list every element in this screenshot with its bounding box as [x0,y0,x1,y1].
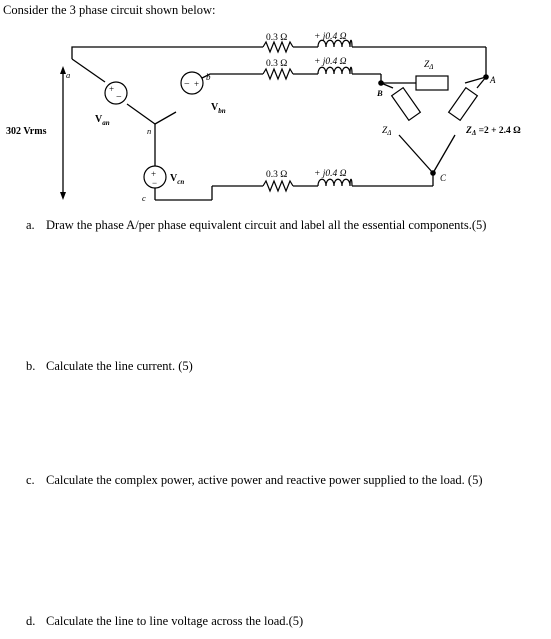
vbn-main: V [211,102,219,113]
question-b-label: b. [26,359,36,373]
vcn-main: V [170,173,178,184]
vcn-sub: cn [177,178,185,186]
svg-text:ZΔ [424,60,433,71]
question-c [26,473,483,488]
svg-text:Van [95,114,110,127]
impedance-box-top [416,76,448,90]
node-a-dot [483,74,489,80]
svg-text:Vcn [170,173,184,186]
node-a-label: a [66,70,71,80]
svg-text:ZΔ =2 + 2.4 Ω [465,126,521,137]
van-main: V [95,114,103,125]
bottom-inductor-label: + j0.4 Ω [314,169,347,179]
question-d [26,614,303,629]
svg-text:−: − [116,92,122,103]
z-top-sub: Δ [429,63,434,71]
question-d-text: Calculate the line to line voltage across the load.(5) [46,614,304,628]
van-sub: an [102,119,110,127]
impedance-box-right [449,88,478,121]
node-A-label: A [490,75,496,85]
resistor-bottom [263,181,293,191]
impedance-box-left [392,88,421,121]
voltage-arrow-head-down [60,192,66,200]
resistor-mid [263,69,293,79]
question-c-text: Calculate the complex power, active power and reactive power supplied to the load. (5) [46,473,483,487]
top-inductor-label: + j0.4 Ω [314,32,347,42]
question-b [26,359,193,374]
top-resistor-label: 0.3 Ω [266,33,288,43]
node-C-label: C [440,173,447,183]
intro-text: Consider the 3 phase circuit shown below: [3,3,216,17]
mid-inductor-label: + j0.4 Ω [314,57,347,67]
z-right-sub: Δ [471,129,477,137]
svg-text:+: + [109,84,115,94]
node-b-dot [378,80,384,86]
question-b-text: Calculate the line current. (5) [46,359,193,373]
svg-text:−: − [152,178,158,188]
svg-text:+: + [151,169,157,179]
question-d-label: d. [26,614,36,628]
question-c-label: c. [26,473,35,487]
bottom-resistor-label: 0.3 Ω [266,170,288,180]
resistor-top [263,42,293,52]
three-phase-circuit-diagram [0,16,551,206]
vbn-sub: bn [218,107,226,115]
svg-text:ZΔ [382,126,391,137]
question-a-text: Draw the phase A/per phase equivalent circuit and label all the essential components.(5) [46,218,487,232]
voltage-label: 302 Vrms [6,126,47,137]
svg-text:Vbn [211,102,226,115]
node-B-label: B [377,88,383,98]
z-value: =2 + 2.4 Ω [476,126,521,136]
z-left-main: Z [382,126,388,136]
node-b-label: b [206,72,211,82]
question-a-label: a. [26,218,35,232]
z-top-main: Z [424,60,430,70]
svg-text:−: − [184,79,190,90]
node-c-dot [430,170,436,176]
z-right-main: Z [466,126,472,136]
node-c-label: c [142,193,146,203]
node-n-label: n [147,126,152,136]
question-a [26,218,486,233]
svg-text:+: + [194,79,200,89]
line-a-wire [72,47,263,59]
inductor-bottom [318,179,352,186]
inductor-mid [318,67,352,74]
mid-resistor-label: 0.3 Ω [266,59,288,69]
z-left-sub: Δ [387,129,392,137]
